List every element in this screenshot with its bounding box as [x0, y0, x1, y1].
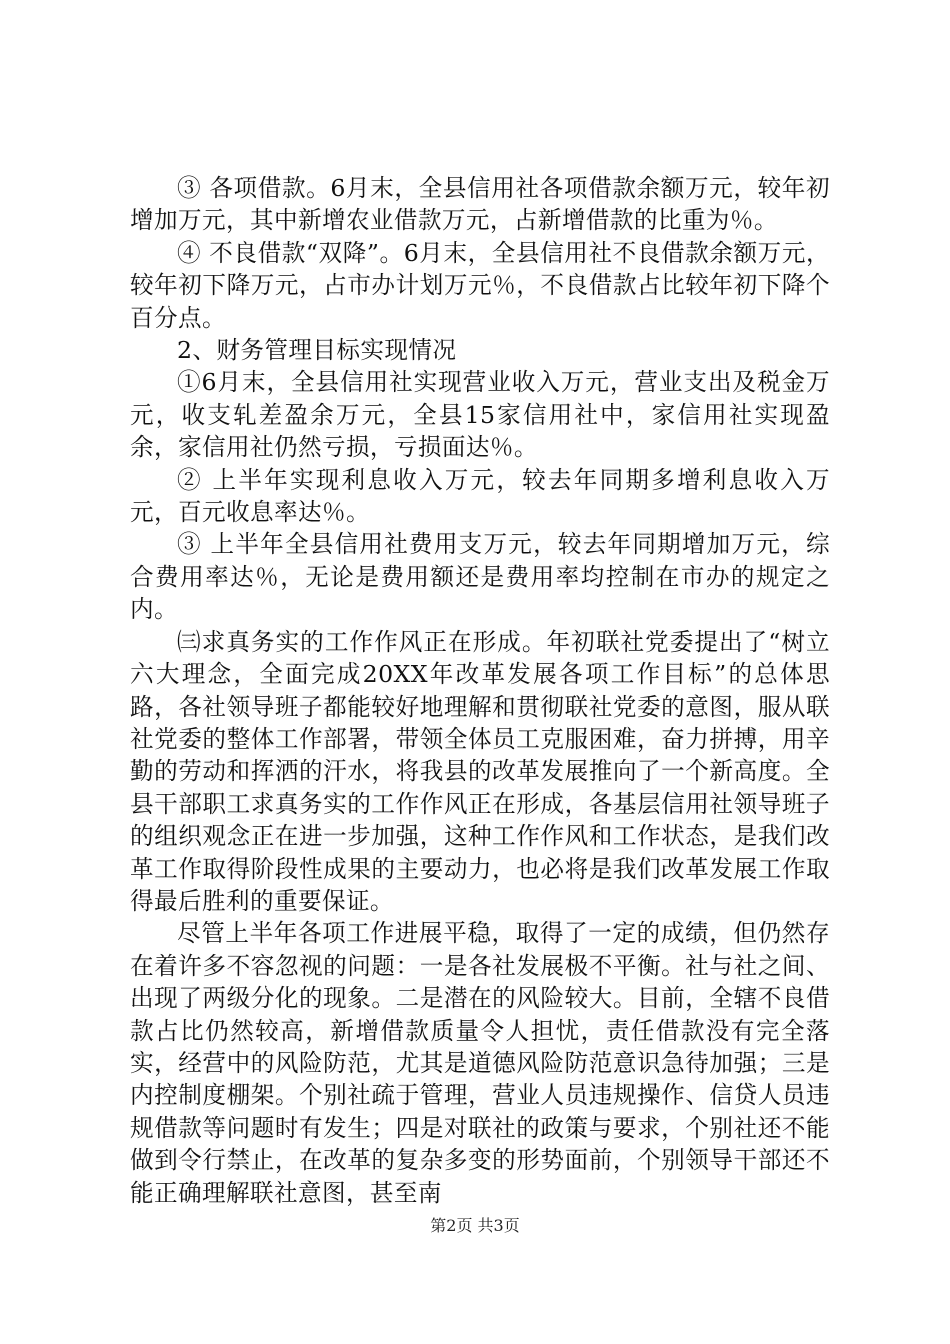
paragraph-expenses: ③ 上半年全县信用社费用支万元，较去年同期增加万元，综合费用率达％，无论是费用额还是费用率均控制在市办的规定之内。	[130, 530, 830, 624]
page-footer	[0, 1215, 950, 1237]
paragraph-work-style: ㈢求真务实的工作作风正在形成。年初联社党委提出了“树立六大理念，全面完成20XX年改革发展各项工作目标”的总体思路，各社领导班子都能较好地理解和贯彻联社党委的意图，服从联社党委的整体工作部署，带领全体员工克服困难，奋力拼搏，用辛勤的劳动和挥洒的汗水，将我县的改革发展推向了一个新高度。全县干部职工求真务实的工作作风正在形成，各基层信用社领导班子的组织观念正在进一步加强，这种工作作风和工作状态，是我们改革工作取得阶段性成果的主要动力，也必将是我们改革发展工作取得最后胜利的重要保证。	[130, 627, 830, 915]
paragraph-problems: 尽管上半年各项工作进展平稳，取得了一定的成绩，但仍然存在着许多不容忽视的问题：一是各社发展极不平衡。社与社之间、出现了两级分化的现象。二是潜在的风险较大。目前，全辖不良借款占比仍然较高，新增借款质量令人担忧，责任借款没有完全落实，经营中的风险防范，尤其是道德风险防范意识急待加强；三是内控制度棚架。个别社疏于管理，营业人员违规操作、信贷人员违规借款等问题时有发生；四是对联社的政策与要求，个别社还不能做到令行禁止，在改革的复杂多变的形势面前，个别领导干部还不能正确理解联社意图，甚至南	[130, 919, 830, 1207]
page-number-label: 第2页 共3页	[430, 1216, 520, 1235]
paragraph-revenue: ①6月末，全县信用社实现营业收入万元，营业支出及税金万元，收支轧差盈余万元，全县15家信用社中，家信用社实现盈余，家信用社仍然亏损，亏损面达％。	[130, 368, 830, 462]
paragraph-interest: ② 上半年实现利息收入万元，较去年同期多增利息收入万元，百元收息率达％。	[130, 465, 830, 527]
paragraph-loans: ③ 各项借款。6月末，全县信用社各项借款余额万元，较年初增加万元，其中新增农业借款万元，占新增借款的比重为％。	[130, 174, 830, 235]
section-heading-finance: 2、财务管理目标实现情况	[177, 336, 457, 365]
document-body	[130, 172, 830, 1209]
paragraph-bad-loans: ④ 不良借款“双降”。6月末，全县信用社不良借款余额万元，较年初下降万元，占市办计划万元％，不良借款占比较年初下降个百分点。	[130, 238, 830, 332]
